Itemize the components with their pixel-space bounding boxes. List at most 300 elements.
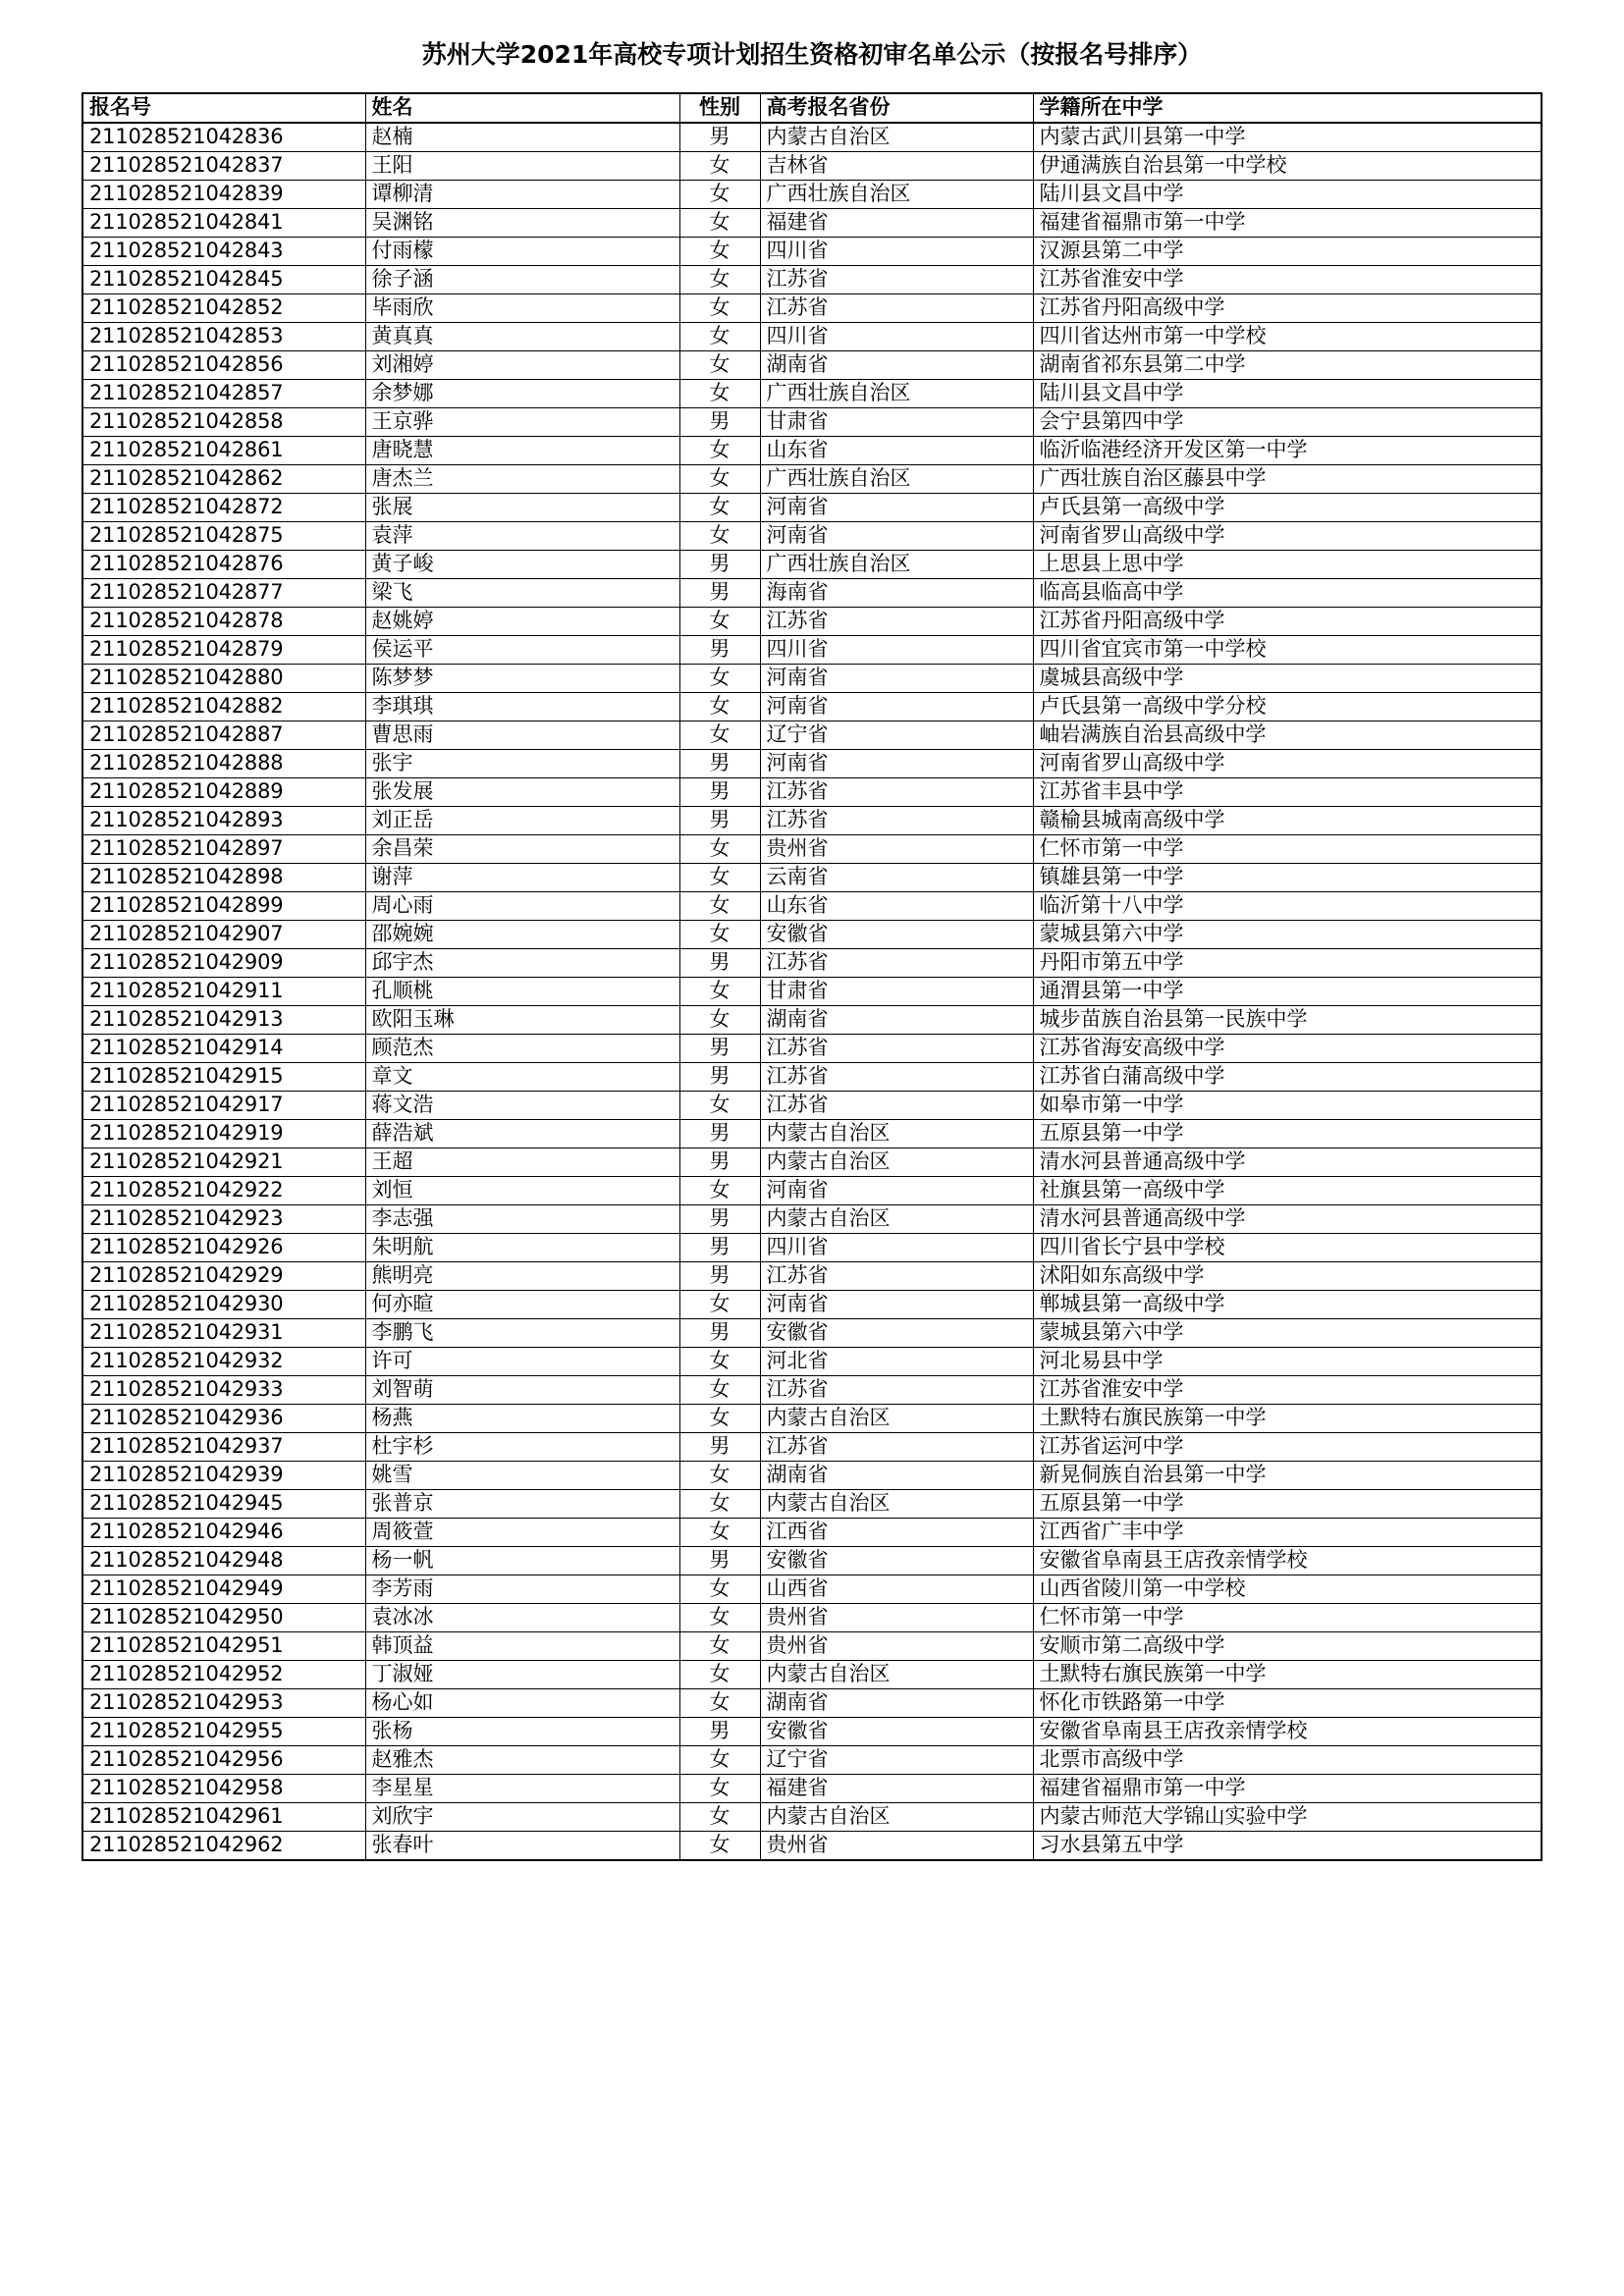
table-row [82, 123, 1542, 152]
cell-school: 江苏省丹阳高级中学 [1033, 608, 1542, 636]
cell-reg-no: 211028521042929 [82, 1262, 365, 1291]
table-row [82, 522, 1542, 551]
cell-name: 赵楠 [365, 123, 679, 152]
cell-name: 刘欣宇 [365, 1803, 679, 1832]
table-body [82, 123, 1542, 1860]
table-row [82, 693, 1542, 721]
cell-reg-no: 211028521042893 [82, 807, 365, 835]
cell-sex: 女 [679, 608, 760, 636]
table-row [82, 209, 1542, 238]
table-row [82, 608, 1542, 636]
cell-name: 杨心如 [365, 1689, 679, 1718]
cell-province: 云南省 [760, 864, 1033, 892]
cell-province: 内蒙古自治区 [760, 1405, 1033, 1433]
cell-school: 临沂第十八中学 [1033, 892, 1542, 921]
cell-sex: 男 [679, 807, 760, 835]
cell-name: 吴渊铭 [365, 209, 679, 238]
table-row [82, 551, 1542, 579]
cell-sex: 男 [679, 778, 760, 807]
cell-reg-no: 211028521042913 [82, 1006, 365, 1035]
cell-reg-no: 211028521042872 [82, 494, 365, 522]
cell-sex: 男 [679, 750, 760, 778]
cell-sex: 女 [679, 978, 760, 1006]
cell-school: 湖南省祁东县第二中学 [1033, 351, 1542, 380]
cell-school: 土默特右旗民族第一中学 [1033, 1405, 1542, 1433]
cell-province: 吉林省 [760, 152, 1033, 181]
cell-reg-no: 211028521042939 [82, 1462, 365, 1490]
cell-school: 镇雄县第一中学 [1033, 864, 1542, 892]
cell-school: 河南省罗山高级中学 [1033, 750, 1542, 778]
cell-school: 丹阳市第五中学 [1033, 949, 1542, 978]
cell-school: 山西省陵川第一中学校 [1033, 1575, 1542, 1604]
cell-reg-no: 211028521042839 [82, 181, 365, 209]
table-row [82, 1490, 1542, 1519]
cell-name: 谢萍 [365, 864, 679, 892]
table-row [82, 266, 1542, 294]
cell-reg-no: 211028521042953 [82, 1689, 365, 1718]
cell-name: 顾范杰 [365, 1035, 679, 1063]
cell-sex: 女 [679, 1177, 760, 1205]
cell-province: 江西省 [760, 1519, 1033, 1547]
cell-school: 内蒙古武川县第一中学 [1033, 123, 1542, 152]
cell-province: 安徽省 [760, 1547, 1033, 1575]
cell-school: 赣榆县城南高级中学 [1033, 807, 1542, 835]
cell-province: 江苏省 [760, 1035, 1033, 1063]
cell-name: 姚雪 [365, 1462, 679, 1490]
cell-school: 安顺市第二高级中学 [1033, 1632, 1542, 1661]
cell-school: 广西壮族自治区藤县中学 [1033, 465, 1542, 494]
table-row [82, 1006, 1542, 1035]
cell-name: 邵婉婉 [365, 921, 679, 949]
table-row [82, 807, 1542, 835]
cell-name: 刘湘婷 [365, 351, 679, 380]
cell-sex: 男 [679, 949, 760, 978]
table-row [82, 1348, 1542, 1376]
cell-school: 沭阳如东高级中学 [1033, 1262, 1542, 1291]
cell-name: 熊明亮 [365, 1262, 679, 1291]
cell-sex: 女 [679, 1832, 760, 1861]
table-row [82, 978, 1542, 1006]
cell-province: 内蒙古自治区 [760, 1803, 1033, 1832]
table-row [82, 1177, 1542, 1205]
cell-name: 黄子峻 [365, 551, 679, 579]
cell-name: 朱明航 [365, 1234, 679, 1262]
cell-name: 王京骅 [365, 408, 679, 437]
cell-reg-no: 211028521042946 [82, 1519, 365, 1547]
cell-sex: 女 [679, 1405, 760, 1433]
cell-school: 安徽省阜南县王店孜亲情学校 [1033, 1718, 1542, 1746]
table-row [82, 1234, 1542, 1262]
cell-sex: 男 [679, 1148, 760, 1177]
cell-school: 清水河县普通高级中学 [1033, 1205, 1542, 1234]
cell-name: 张发展 [365, 778, 679, 807]
cell-name: 唐杰兰 [365, 465, 679, 494]
cell-school: 汉源县第二中学 [1033, 238, 1542, 266]
cell-sex: 女 [679, 238, 760, 266]
cell-school: 仁怀市第一中学 [1033, 835, 1542, 864]
cell-school: 如皋市第一中学 [1033, 1092, 1542, 1120]
cell-reg-no: 211028521042836 [82, 123, 365, 152]
cell-sex: 女 [679, 1490, 760, 1519]
cell-sex: 女 [679, 1519, 760, 1547]
cell-name: 周筱萱 [365, 1519, 679, 1547]
cell-reg-no: 211028521042922 [82, 1177, 365, 1205]
cell-name: 王超 [365, 1148, 679, 1177]
cell-reg-no: 211028521042899 [82, 892, 365, 921]
cell-school: 习水县第五中学 [1033, 1832, 1542, 1861]
table-row [82, 665, 1542, 693]
cell-name: 章文 [365, 1063, 679, 1092]
cell-province: 江苏省 [760, 1262, 1033, 1291]
cell-name: 余梦娜 [365, 380, 679, 408]
cell-province: 江苏省 [760, 266, 1033, 294]
cell-reg-no: 211028521042952 [82, 1661, 365, 1689]
cell-school: 江西省广丰中学 [1033, 1519, 1542, 1547]
cell-name: 袁萍 [365, 522, 679, 551]
cell-sex: 男 [679, 1063, 760, 1092]
table-row [82, 1547, 1542, 1575]
cell-sex: 女 [679, 181, 760, 209]
cell-reg-no: 211028521042875 [82, 522, 365, 551]
cell-school: 江苏省丹阳高级中学 [1033, 294, 1542, 323]
cell-school: 陆川县文昌中学 [1033, 181, 1542, 209]
cell-name: 孔顺桃 [365, 978, 679, 1006]
cell-province: 内蒙古自治区 [760, 1661, 1033, 1689]
table-row [82, 1063, 1542, 1092]
cell-name: 张春叶 [365, 1832, 679, 1861]
cell-name: 杜宇杉 [365, 1433, 679, 1462]
table-row [82, 238, 1542, 266]
table-row [82, 1718, 1542, 1746]
cell-school: 江苏省淮安中学 [1033, 266, 1542, 294]
cell-school: 蒙城县第六中学 [1033, 921, 1542, 949]
cell-school: 四川省达州市第一中学校 [1033, 323, 1542, 351]
cell-province: 安徽省 [760, 1718, 1033, 1746]
cell-reg-no: 211028521042882 [82, 693, 365, 721]
cell-reg-no: 211028521042914 [82, 1035, 365, 1063]
cell-reg-no: 211028521042876 [82, 551, 365, 579]
cell-name: 赵雅杰 [365, 1746, 679, 1775]
cell-reg-no: 211028521042877 [82, 579, 365, 608]
cell-province: 贵州省 [760, 1632, 1033, 1661]
table-row [82, 1803, 1542, 1832]
cell-school: 上思县上思中学 [1033, 551, 1542, 579]
table-row [82, 1746, 1542, 1775]
cell-sex: 女 [679, 522, 760, 551]
cell-province: 河南省 [760, 693, 1033, 721]
cell-name: 张宇 [365, 750, 679, 778]
cell-province: 辽宁省 [760, 1746, 1033, 1775]
cell-province: 山东省 [760, 437, 1033, 465]
cell-school: 社旗县第一高级中学 [1033, 1177, 1542, 1205]
table-row [82, 1291, 1542, 1319]
table-row [82, 1120, 1542, 1148]
cell-sex: 女 [679, 266, 760, 294]
cell-reg-no: 211028521042861 [82, 437, 365, 465]
cell-reg-no: 211028521042951 [82, 1632, 365, 1661]
cell-name: 许可 [365, 1348, 679, 1376]
cell-sex: 女 [679, 1775, 760, 1803]
cell-reg-no: 211028521042880 [82, 665, 365, 693]
cell-reg-no: 211028521042909 [82, 949, 365, 978]
cell-reg-no: 211028521042949 [82, 1575, 365, 1604]
cell-name: 谭柳清 [365, 181, 679, 209]
cell-reg-no: 211028521042930 [82, 1291, 365, 1319]
cell-school: 五原县第一中学 [1033, 1120, 1542, 1148]
cell-reg-no: 211028521042958 [82, 1775, 365, 1803]
cell-name: 曹思雨 [365, 721, 679, 750]
cell-name: 毕雨欣 [365, 294, 679, 323]
cell-sex: 女 [679, 1092, 760, 1120]
applicant-roster-table [81, 92, 1543, 1861]
cell-province: 辽宁省 [760, 721, 1033, 750]
cell-name: 蒋文浩 [365, 1092, 679, 1120]
cell-name: 韩顶益 [365, 1632, 679, 1661]
cell-province: 河南省 [760, 665, 1033, 693]
cell-name: 付雨檬 [365, 238, 679, 266]
cell-reg-no: 211028521042956 [82, 1746, 365, 1775]
cell-name: 张普京 [365, 1490, 679, 1519]
cell-province: 湖南省 [760, 351, 1033, 380]
cell-school: 福建省福鼎市第一中学 [1033, 209, 1542, 238]
cell-province: 江苏省 [760, 294, 1033, 323]
cell-sex: 女 [679, 1689, 760, 1718]
cell-province: 山东省 [760, 892, 1033, 921]
cell-province: 四川省 [760, 238, 1033, 266]
cell-sex: 女 [679, 721, 760, 750]
table-row [82, 892, 1542, 921]
cell-province: 甘肃省 [760, 408, 1033, 437]
cell-reg-no: 211028521042858 [82, 408, 365, 437]
table-row [82, 1205, 1542, 1234]
cell-province: 贵州省 [760, 1832, 1033, 1861]
cell-province: 山西省 [760, 1575, 1033, 1604]
table-row [82, 408, 1542, 437]
cell-school: 四川省宜宾市第一中学校 [1033, 636, 1542, 665]
cell-sex: 女 [679, 835, 760, 864]
cell-reg-no: 211028521042897 [82, 835, 365, 864]
cell-province: 四川省 [760, 323, 1033, 351]
cell-sex: 女 [679, 494, 760, 522]
cell-reg-no: 211028521042931 [82, 1319, 365, 1348]
cell-reg-no: 211028521042845 [82, 266, 365, 294]
cell-province: 内蒙古自治区 [760, 1120, 1033, 1148]
cell-school: 江苏省淮安中学 [1033, 1376, 1542, 1405]
cell-province: 湖南省 [760, 1689, 1033, 1718]
cell-sex: 女 [679, 1661, 760, 1689]
cell-reg-no: 211028521042837 [82, 152, 365, 181]
cell-sex: 男 [679, 1205, 760, 1234]
cell-name: 李志强 [365, 1205, 679, 1234]
table-row [82, 152, 1542, 181]
cell-sex: 女 [679, 380, 760, 408]
cell-sex: 男 [679, 579, 760, 608]
table-row [82, 835, 1542, 864]
cell-name: 刘智萌 [365, 1376, 679, 1405]
cell-name: 刘恒 [365, 1177, 679, 1205]
table-row [82, 1575, 1542, 1604]
table-row [82, 1092, 1542, 1120]
table-row [82, 921, 1542, 949]
cell-sex: 女 [679, 1462, 760, 1490]
table-row [82, 1661, 1542, 1689]
cell-school: 新晃侗族自治县第一中学 [1033, 1462, 1542, 1490]
cell-sex: 男 [679, 551, 760, 579]
table-row [82, 494, 1542, 522]
cell-school: 江苏省白蒲高级中学 [1033, 1063, 1542, 1092]
cell-province: 河南省 [760, 522, 1033, 551]
table-header-row [82, 93, 1542, 123]
table-row [82, 465, 1542, 494]
cell-province: 江苏省 [760, 1092, 1033, 1120]
table-row [82, 1405, 1542, 1433]
column-header-reg-no: 报名号 [82, 93, 365, 123]
table-row [82, 864, 1542, 892]
cell-school: 河南省罗山高级中学 [1033, 522, 1542, 551]
cell-school: 福建省福鼎市第一中学 [1033, 1775, 1542, 1803]
table-row [82, 778, 1542, 807]
table-row [82, 636, 1542, 665]
table-row [82, 1632, 1542, 1661]
cell-reg-no: 211028521042945 [82, 1490, 365, 1519]
cell-reg-no: 211028521042933 [82, 1376, 365, 1405]
cell-province: 江苏省 [760, 949, 1033, 978]
cell-school: 北票市高级中学 [1033, 1746, 1542, 1775]
cell-province: 广西壮族自治区 [760, 465, 1033, 494]
table-row [82, 181, 1542, 209]
cell-sex: 男 [679, 1035, 760, 1063]
cell-reg-no: 211028521042917 [82, 1092, 365, 1120]
cell-reg-no: 211028521042856 [82, 351, 365, 380]
cell-sex: 男 [679, 1319, 760, 1348]
cell-province: 福建省 [760, 209, 1033, 238]
cell-name: 周心雨 [365, 892, 679, 921]
cell-province: 江苏省 [760, 807, 1033, 835]
cell-reg-no: 211028521042857 [82, 380, 365, 408]
table-row [82, 1376, 1542, 1405]
table-row [82, 1148, 1542, 1177]
table-row [82, 949, 1542, 978]
cell-reg-no: 211028521042852 [82, 294, 365, 323]
cell-name: 张杨 [365, 1718, 679, 1746]
cell-school: 虞城县高级中学 [1033, 665, 1542, 693]
table-row [82, 437, 1542, 465]
cell-sex: 女 [679, 921, 760, 949]
cell-sex: 男 [679, 1547, 760, 1575]
table-row [82, 1433, 1542, 1462]
cell-reg-no: 211028521042915 [82, 1063, 365, 1092]
cell-sex: 男 [679, 408, 760, 437]
cell-province: 贵州省 [760, 835, 1033, 864]
cell-school: 河北易县中学 [1033, 1348, 1542, 1376]
cell-sex: 男 [679, 1120, 760, 1148]
cell-name: 李琪琪 [365, 693, 679, 721]
table-header [82, 93, 1542, 123]
cell-province: 内蒙古自治区 [760, 123, 1033, 152]
table-row [82, 1604, 1542, 1632]
cell-school: 通渭县第一中学 [1033, 978, 1542, 1006]
table-row [82, 1462, 1542, 1490]
cell-name: 王阳 [365, 152, 679, 181]
cell-name: 张展 [365, 494, 679, 522]
cell-sex: 女 [679, 1006, 760, 1035]
cell-reg-no: 211028521042923 [82, 1205, 365, 1234]
cell-sex: 女 [679, 1746, 760, 1775]
cell-name: 徐子涵 [365, 266, 679, 294]
cell-sex: 女 [679, 323, 760, 351]
cell-sex: 女 [679, 437, 760, 465]
column-header-sex: 性别 [679, 93, 760, 123]
cell-province: 河南省 [760, 1291, 1033, 1319]
cell-province: 海南省 [760, 579, 1033, 608]
cell-province: 安徽省 [760, 921, 1033, 949]
table-row [82, 380, 1542, 408]
cell-sex: 女 [679, 864, 760, 892]
cell-school: 五原县第一中学 [1033, 1490, 1542, 1519]
cell-school: 四川省长宁县中学校 [1033, 1234, 1542, 1262]
cell-reg-no: 211028521042853 [82, 323, 365, 351]
table-row [82, 1519, 1542, 1547]
cell-reg-no: 211028521042888 [82, 750, 365, 778]
cell-name: 袁冰冰 [365, 1604, 679, 1632]
table-row [82, 579, 1542, 608]
cell-province: 河南省 [760, 494, 1033, 522]
cell-reg-no: 211028521042962 [82, 1832, 365, 1861]
cell-sex: 女 [679, 351, 760, 380]
cell-reg-no: 211028521042919 [82, 1120, 365, 1148]
cell-province: 四川省 [760, 636, 1033, 665]
cell-reg-no: 211028521042843 [82, 238, 365, 266]
cell-province: 内蒙古自治区 [760, 1148, 1033, 1177]
cell-reg-no: 211028521042862 [82, 465, 365, 494]
cell-school: 江苏省海安高级中学 [1033, 1035, 1542, 1063]
cell-name: 何亦暄 [365, 1291, 679, 1319]
cell-name: 黄真真 [365, 323, 679, 351]
cell-province: 河北省 [760, 1348, 1033, 1376]
cell-sex: 男 [679, 1433, 760, 1462]
cell-province: 江苏省 [760, 1433, 1033, 1462]
cell-name: 丁淑娅 [365, 1661, 679, 1689]
table-row [82, 351, 1542, 380]
cell-school: 临高县临高中学 [1033, 579, 1542, 608]
table-row [82, 323, 1542, 351]
cell-province: 甘肃省 [760, 978, 1033, 1006]
cell-sex: 女 [679, 209, 760, 238]
cell-name: 邱宇杰 [365, 949, 679, 978]
table-row [82, 1262, 1542, 1291]
cell-reg-no: 211028521042907 [82, 921, 365, 949]
cell-name: 唐晓慧 [365, 437, 679, 465]
cell-reg-no: 211028521042911 [82, 978, 365, 1006]
cell-sex: 女 [679, 1604, 760, 1632]
cell-reg-no: 211028521042898 [82, 864, 365, 892]
cell-province: 安徽省 [760, 1319, 1033, 1348]
cell-province: 贵州省 [760, 1604, 1033, 1632]
cell-sex: 女 [679, 294, 760, 323]
table-row [82, 1035, 1542, 1063]
cell-reg-no: 211028521042936 [82, 1405, 365, 1433]
cell-school: 临沂临港经济开发区第一中学 [1033, 437, 1542, 465]
table-row [82, 1832, 1542, 1861]
cell-name: 欧阳玉琳 [365, 1006, 679, 1035]
cell-reg-no: 211028521042937 [82, 1433, 365, 1462]
cell-reg-no: 211028521042950 [82, 1604, 365, 1632]
cell-reg-no: 211028521042841 [82, 209, 365, 238]
cell-reg-no: 211028521042961 [82, 1803, 365, 1832]
cell-province: 江苏省 [760, 778, 1033, 807]
cell-province: 内蒙古自治区 [760, 1205, 1033, 1234]
table-row [82, 750, 1542, 778]
